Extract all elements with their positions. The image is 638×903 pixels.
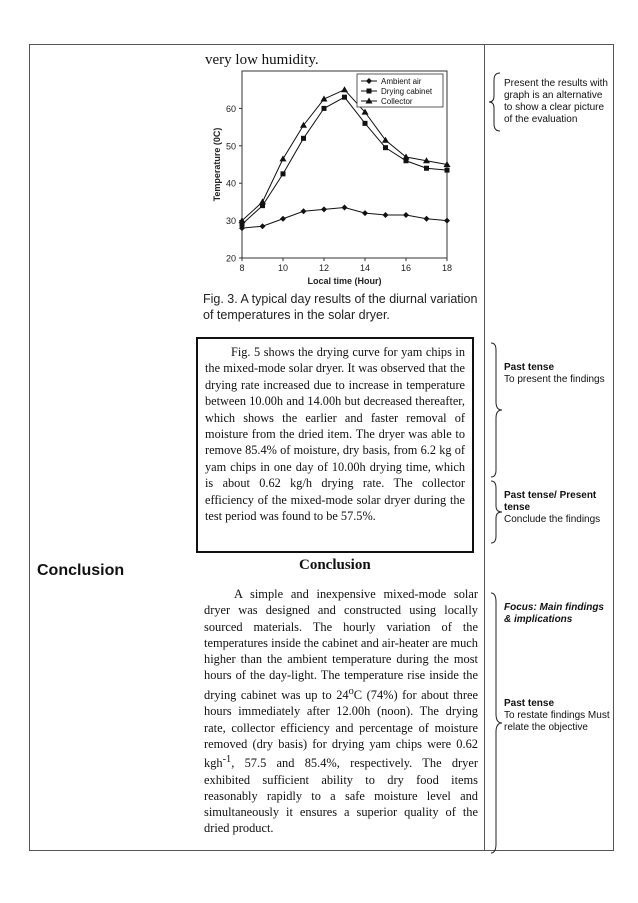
data-point — [322, 106, 327, 111]
x-tick-label: 12 — [318, 263, 330, 273]
data-point — [281, 171, 286, 176]
section-label: Conclusion — [37, 562, 125, 579]
data-point — [444, 218, 450, 224]
data-point — [280, 216, 286, 222]
conclusion-text-part-2: C (74%) for about three hours immediately after 12.00h (noon). The drying rate, collector efficiency and percentage of moisture removed (dry basis) for drying yam chips were 0.62 kgh — [204, 687, 479, 771]
x-axis-label: Local time (Hour) — [307, 276, 382, 286]
y-tick-label: 30 — [225, 216, 236, 227]
y-tick-label: 20 — [225, 253, 236, 264]
note-title: Focus: Main findings & implications — [504, 602, 604, 625]
y-tick-label: 50 — [225, 141, 236, 152]
data-point — [342, 95, 347, 100]
brace-icon — [488, 72, 504, 132]
x-tick-label: 14 — [359, 263, 371, 273]
y-tick-label: 40 — [225, 178, 236, 189]
data-point — [260, 223, 266, 229]
figure-caption: Fig. 3. A typical day results of the diurnal variation of temperatures in the solar dryer. — [203, 292, 478, 322]
note-conclude-findings — [504, 490, 612, 526]
series-line-2 — [242, 90, 447, 221]
unit-superscript: -1 — [222, 754, 232, 766]
data-point — [342, 205, 348, 211]
conclusion-heading: Conclusion — [299, 557, 371, 573]
note-body: To restate findings Must relate the objective — [504, 710, 610, 733]
y-axis-label: Temperature (0C) — [212, 127, 222, 202]
results-box — [196, 337, 474, 553]
x-tick-label: 8 — [239, 263, 245, 273]
legend-label: Ambient air — [381, 77, 422, 86]
results-paragraph: Fig. 5 shows the drying curve for yam chips in the mixed-mode solar dryer. It was observed that the drying rate increased due to increase in temperature between 10.00h and 14.00h but decreased thereafter, which shows the earlier and faster removal of moisture from the dried item. The dryer was able to remove 85.4% of moisture, dry basis, from 6.2 kg of yam chips in one day of 10.00h drying time, which is about 0.62 kg/h drying rate. The collector efficiency of the mixed-mode solar dryer during the test period was found to be 57.5%. — [205, 345, 465, 524]
conclusion-paragraph — [204, 586, 478, 837]
brace-icon — [488, 592, 504, 854]
note-body: Conclude the findings — [504, 514, 601, 525]
note-past-tense-findings — [504, 362, 612, 386]
data-point — [321, 96, 328, 102]
data-point — [403, 212, 409, 218]
x-tick-label: 16 — [400, 263, 412, 273]
data-point — [362, 210, 368, 216]
legend-label: Drying cabinet — [381, 87, 433, 96]
data-point — [301, 208, 307, 214]
y-tick-label: 60 — [225, 103, 236, 114]
x-tick-label: 18 — [441, 263, 453, 273]
series-line-0 — [242, 208, 447, 229]
data-point — [363, 121, 368, 126]
excerpt-top-text: very low humidity. — [205, 52, 319, 68]
brace-icon — [488, 342, 504, 478]
temperature-chart — [200, 66, 465, 306]
data-point — [383, 145, 388, 150]
data-point — [301, 136, 306, 141]
note-graph-alternative — [504, 78, 612, 126]
conclusion-text-part-1: A simple and inexpensive mixed-mode solar dryer was designed and constructed using locally sourced materials. The hourly variation of the temperatures inside the cabinet and air-heater are much higher than the ambient temperature during the most hours of the day-light. The temperature rise inside the drying cabinet was up to 24 — [204, 587, 478, 702]
data-point — [383, 212, 389, 218]
conclusion-text-part-3: , 57.5 and 85.4%, respectively. The dryer exhibited sufficient ability to dry food items reasonably rapidly to a safe moisture level and simultaneously it ensures a superior quality of the dried product. — [204, 756, 478, 836]
data-point — [424, 166, 429, 171]
data-point — [280, 155, 287, 161]
degree-superscript: o — [348, 685, 354, 697]
brace-icon — [488, 480, 504, 544]
note-restate-findings — [504, 698, 612, 734]
note-body: Present the results with graph is an alternative to show a clear picture of the evaluation — [504, 78, 608, 125]
data-point — [341, 86, 348, 92]
note-body: To present the findings — [504, 374, 605, 385]
legend-marker — [367, 89, 372, 94]
data-point — [445, 168, 450, 173]
column-divider — [484, 44, 485, 851]
note-title: Past tense/ Present tense — [504, 490, 597, 513]
note-focus — [504, 602, 612, 626]
note-title: Past tense — [504, 362, 555, 373]
x-tick-label: 10 — [277, 263, 289, 273]
legend-label: Collector — [381, 97, 413, 106]
note-title: Past tense — [504, 698, 555, 709]
data-point — [424, 216, 430, 222]
data-point — [321, 206, 327, 212]
